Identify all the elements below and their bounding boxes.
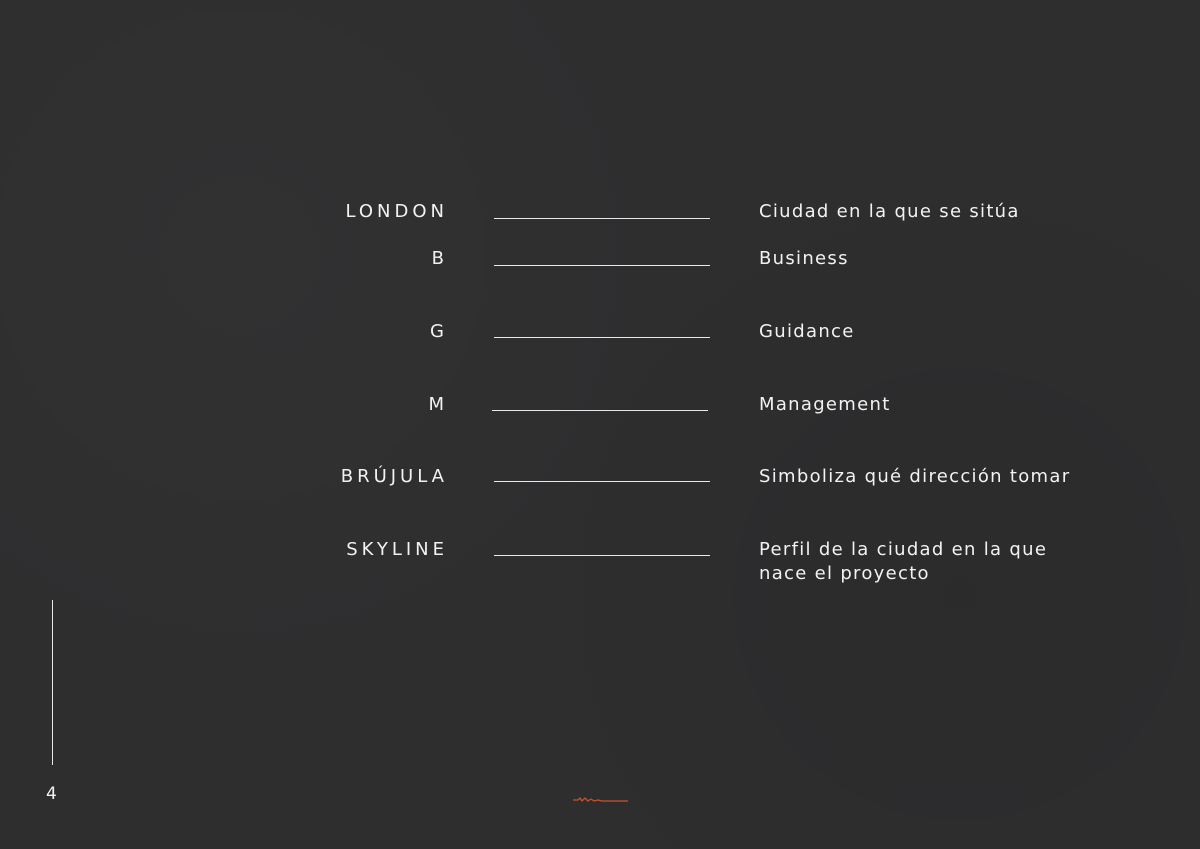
meaning-b: Business	[759, 248, 849, 269]
term-m: M	[428, 394, 448, 415]
term-london: LONDON	[345, 201, 448, 222]
connector-line	[494, 265, 710, 266]
meaning-brujula: Simboliza qué dirección tomar	[759, 466, 1071, 487]
connector-line	[494, 555, 710, 556]
meaning-m: Management	[759, 394, 891, 415]
term-g: G	[430, 321, 448, 342]
connector-line	[494, 481, 710, 482]
connector-line	[494, 218, 710, 219]
meaning-skyline-line2: nace el proyecto	[759, 563, 930, 584]
page-number: 4	[46, 784, 57, 804]
meaning-london: Ciudad en la que se sitúa	[759, 201, 1020, 222]
connector-line	[494, 337, 710, 338]
term-b: B	[431, 248, 448, 269]
term-skyline: SKYLINE	[346, 539, 448, 560]
meaning-g: Guidance	[759, 321, 855, 342]
term-brujula: BRÚJULA	[340, 466, 448, 487]
connector-line	[492, 410, 708, 411]
meaning-skyline: Perfil de la ciudad en la que	[759, 539, 1048, 560]
skyline-mark-icon	[572, 795, 630, 805]
side-divider	[52, 600, 53, 765]
